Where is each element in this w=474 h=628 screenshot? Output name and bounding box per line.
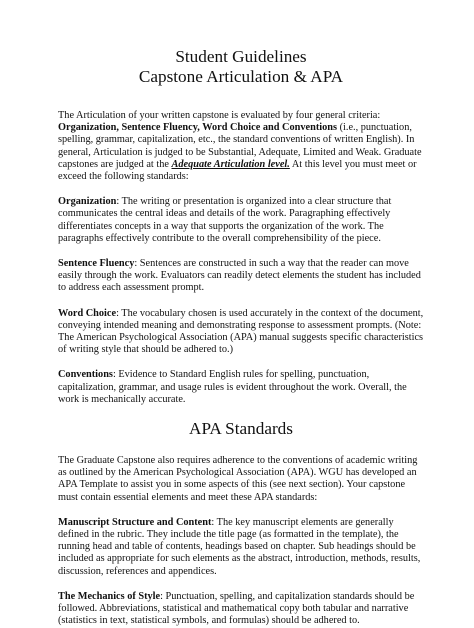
apa-intro-paragraph: The Graduate Capstone also requires adherence to the conventions of academic writing as outlined by the American Psychological Association (APA). WGU has developed an APA Template to assist you in some aspects of this (see next section). Your capstone must contain essential elements and meet these APA standards: xyxy=(58,455,418,503)
criterion-term: Organization xyxy=(58,196,117,208)
criterion-word-choice xyxy=(58,308,424,357)
document-title xyxy=(58,47,424,87)
apa-mechanics-text: : Punctuation, spelling, and capitalization standards should be followed. Abbreviations, statistical and mathematical copy both tabular and narrative (statistics in text, statistical symbols, and formulas) should be adhered to. xyxy=(58,590,415,627)
apa-manuscript-paragraph xyxy=(58,517,424,578)
apa-mechanics-paragraph xyxy=(58,591,424,628)
title-line-1: Student Guidelines xyxy=(175,47,307,66)
criterion-conventions xyxy=(58,369,424,406)
intro-text-2: (i.e., punctuation, spelling, grammar, capitalization, etc., the standard conventions of written English). In general, Articulation is judged to be Substantial, Adequate, Limited and Weak. Graduate capstones are judged at the xyxy=(58,122,422,170)
intro-paragraph xyxy=(58,110,424,183)
criterion-term: Word Choice xyxy=(58,307,117,319)
apa-manuscript-term: Manuscript Structure and Content xyxy=(58,516,212,528)
intro-text-3: At this level you must meet or exceed the following standards: xyxy=(58,158,417,183)
criterion-term: Conventions xyxy=(58,369,113,381)
criterion-text: : Evidence to Standard English rules for spelling, punctuation, capitalization, grammar, and usage rules is evident throughout the work. Overall, the work is mechanically accurate. xyxy=(58,369,407,405)
intro-text-1: The Articulation of your written capstone is evaluated by four general criteria: xyxy=(58,110,381,121)
criterion-term: Sentence Fluency xyxy=(58,258,135,270)
criterion-text: : The writing or presentation is organized into a clear structure that communicates the central ideas and details of the work. Paragraphing effectively differentiates concepts in a way that supports the organization of the work. The paragraphs effectively contribute to the overall comprehensibility of the piece. xyxy=(58,196,392,244)
intro-criteria-list: Organization, Sentence Fluency, Word Choice and Conventions xyxy=(58,122,337,134)
criterion-text: : Sentences are constructed in such a way that the reader can move easily through the work. Evaluators can readily detect elements the student has included to address each assessment prompt. xyxy=(58,258,421,294)
apa-manuscript-text: : The key manuscript elements are generally defined in the rubric. They include the title page (as formatted in the template), the running head and table of contents, headings based on chapter. Sub headings should be included as appropriate for such elements as the abstract, introduction, methods, results, discussion, references and appendices. xyxy=(58,516,421,577)
criterion-text: : The vocabulary chosen is used accurately in the context of the document, conveying intended meaning and demonstrating response to assessment prompts. (Note: The American Psychological Association (APA) manual suggests specific characteristics of writing style that should be adhered to.) xyxy=(58,307,424,356)
apa-mechanics-term: The Mechanics of Style xyxy=(58,590,161,602)
intro-emphasis: Adequate Articulation level. xyxy=(171,158,290,170)
criterion-sentence-fluency xyxy=(58,258,424,295)
apa-heading: APA Standards xyxy=(189,419,293,439)
criterion-organization xyxy=(58,196,424,245)
title-line-2: Capstone Articulation & APA xyxy=(138,67,344,86)
